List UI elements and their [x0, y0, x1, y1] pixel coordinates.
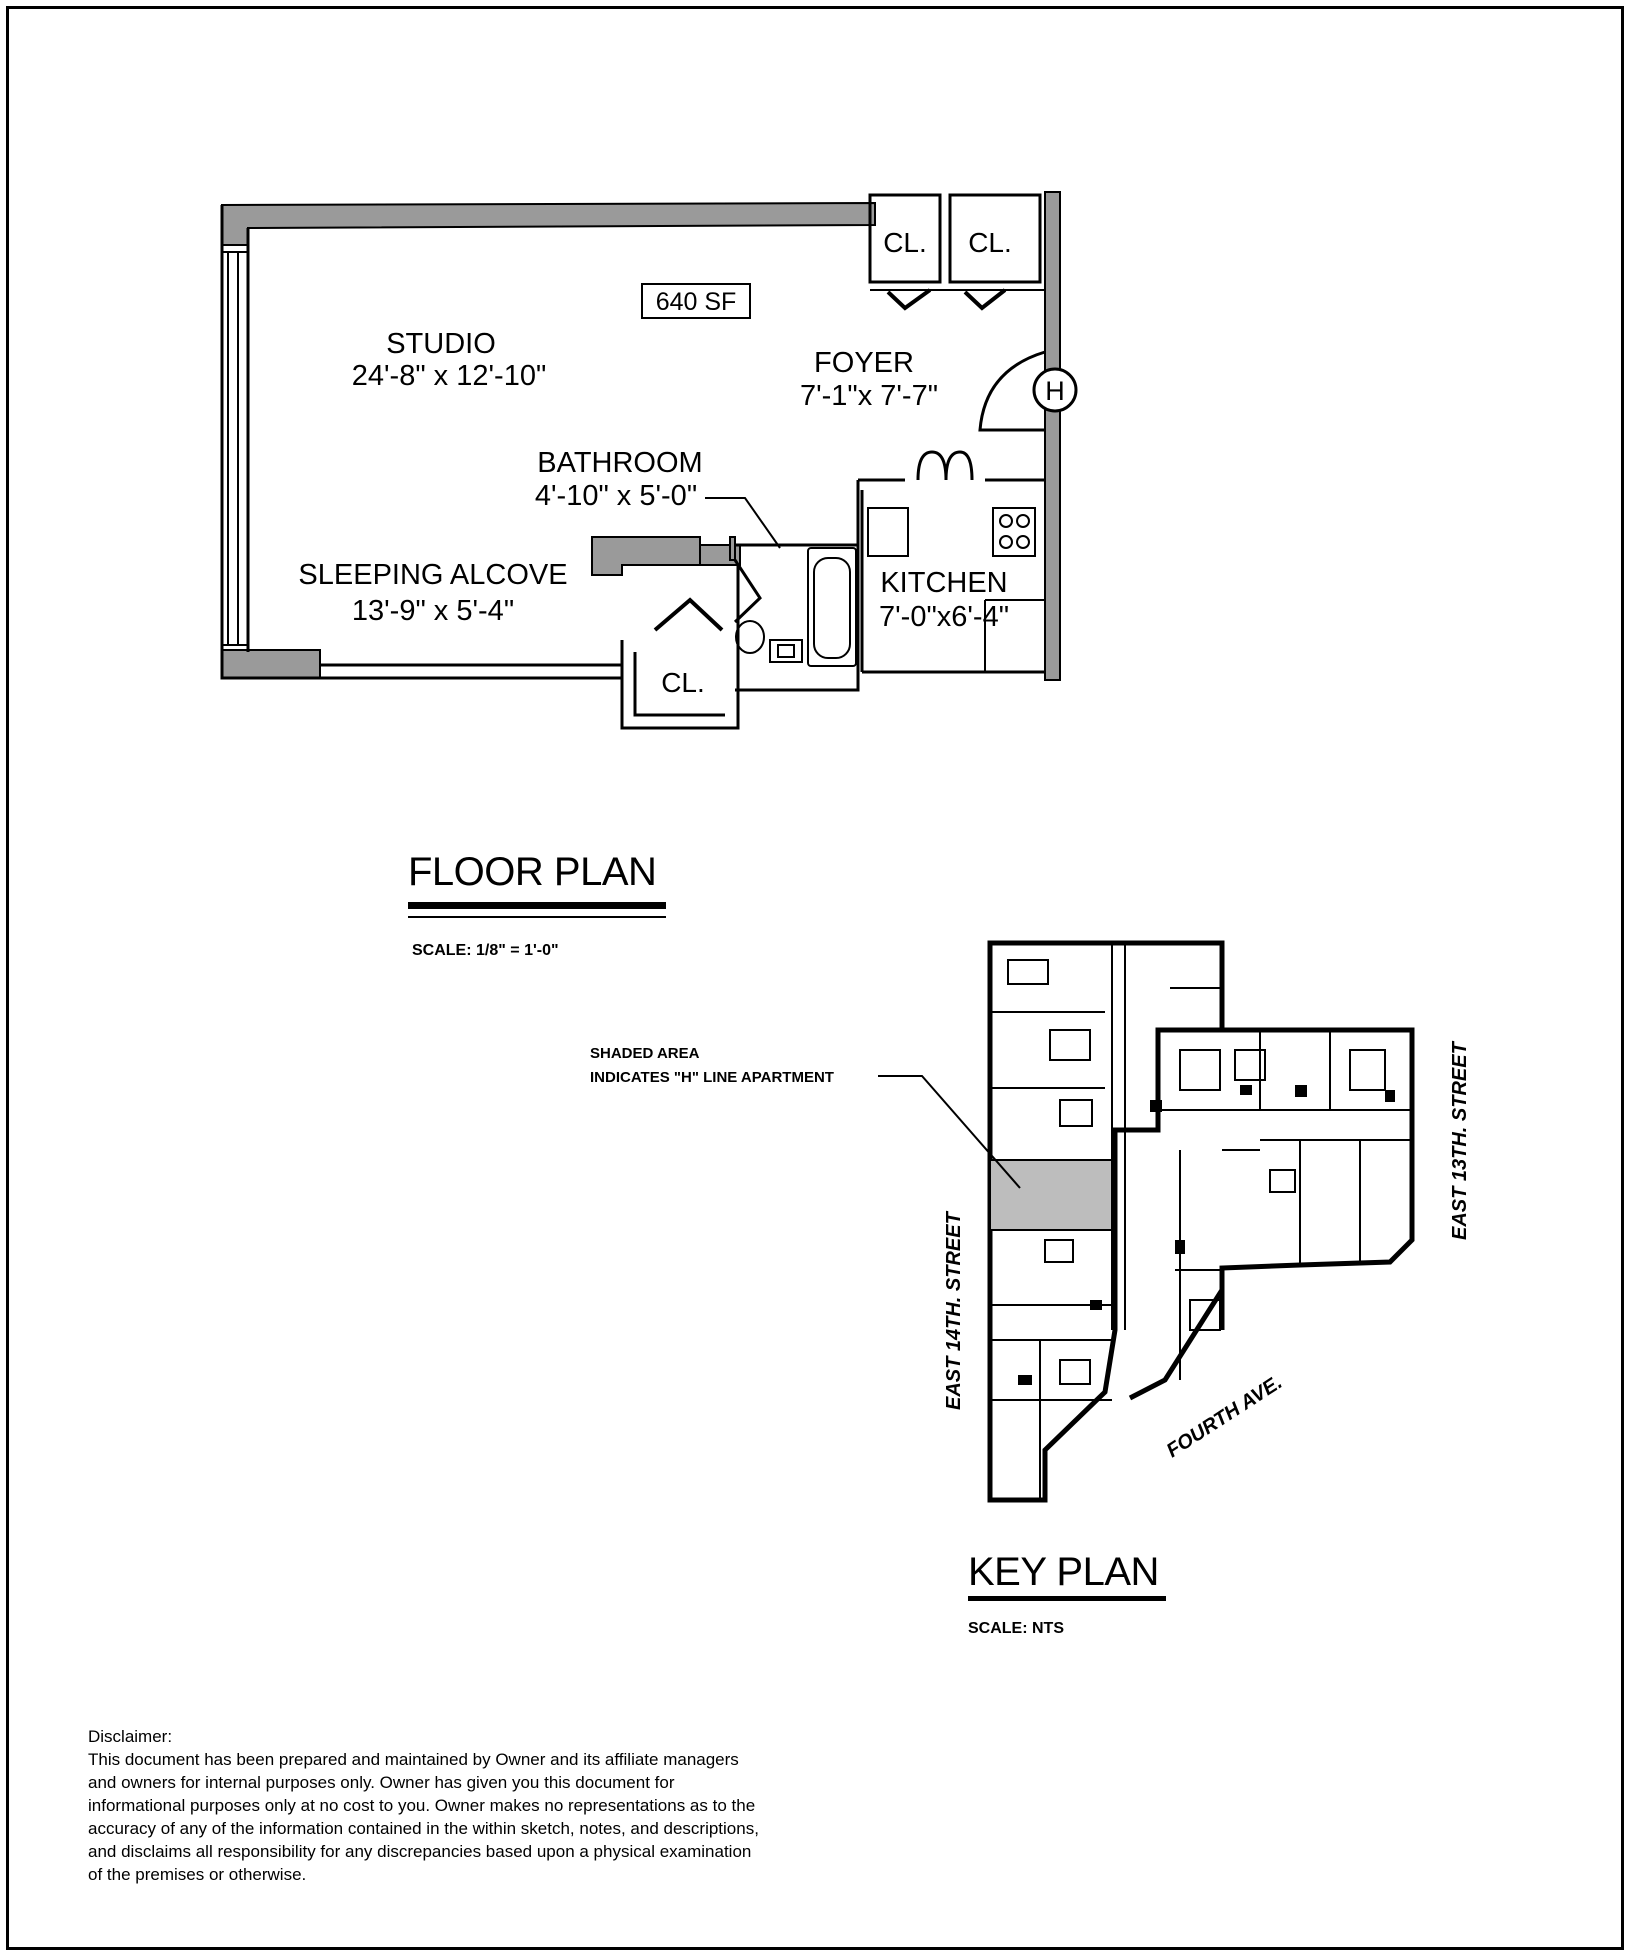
sleeping-alcove-dims: 13'-9" x 5'-4" [351, 595, 515, 627]
h-line-shaded-area [990, 1160, 1112, 1230]
floor-plan-scale: SCALE: 1/8" = 1'-0" [412, 942, 559, 959]
closet-label-1: CL. [883, 227, 927, 258]
callout-line-2: INDICATES "H" LINE APARTMENT [590, 1069, 834, 1086]
closet-label-3: CL. [661, 667, 705, 698]
floor-plan-title-underline [408, 902, 666, 909]
studio-dims: 24'-8" x 12'-10" [351, 360, 547, 392]
street-east-14th: EAST 14TH. STREET [943, 1212, 965, 1410]
bathroom-name: BATHROOM [537, 447, 703, 479]
floor-plan-title: FLOOR PLAN [408, 850, 657, 894]
key-plan-title: KEY PLAN [968, 1550, 1159, 1594]
bathroom-dims: 4'-10" x 5'-0" [534, 480, 698, 512]
kitchen-dims: 7'-0"x6'-4" [879, 601, 1009, 633]
entry-marker-label: H [1045, 376, 1065, 406]
key-plan-title-underline [968, 1596, 1166, 1601]
sleeping-alcove-name: SLEEPING ALCOVE [298, 559, 568, 591]
foyer-dims: 7'-1"x 7'-7" [799, 380, 939, 412]
foyer-name: FOYER [814, 347, 914, 379]
callout-line-1: SHADED AREA [590, 1045, 700, 1062]
street-east-13th: EAST 13TH. STREET [1449, 1042, 1471, 1240]
disclaimer-heading: Disclaimer: [88, 1727, 173, 1746]
street-fourth-ave: FOURTH AVE. [1162, 1371, 1287, 1463]
studio-name: STUDIO [386, 328, 496, 360]
disclaimer [88, 1725, 768, 1886]
floor-plan-title-underline-thin [408, 916, 666, 918]
kitchen-name: KITCHEN [880, 567, 1008, 599]
area-label: 640 SF [655, 288, 737, 316]
closet-label-2: CL. [968, 227, 1012, 258]
disclaimer-body: This document has been prepared and maintained by Owner and its affiliate managers and owners for internal purposes only. Owner has given you this document for informational purposes only at no cost to you. Owner makes no representations as to the accuracy of any of the information contained in the within sketch, notes, and descriptions, and disclaims all responsibility for any discrepancies based upon a physical examination of the premises or otherwise. [88, 1750, 759, 1884]
key-plan-scale: SCALE: NTS [968, 1620, 1064, 1637]
